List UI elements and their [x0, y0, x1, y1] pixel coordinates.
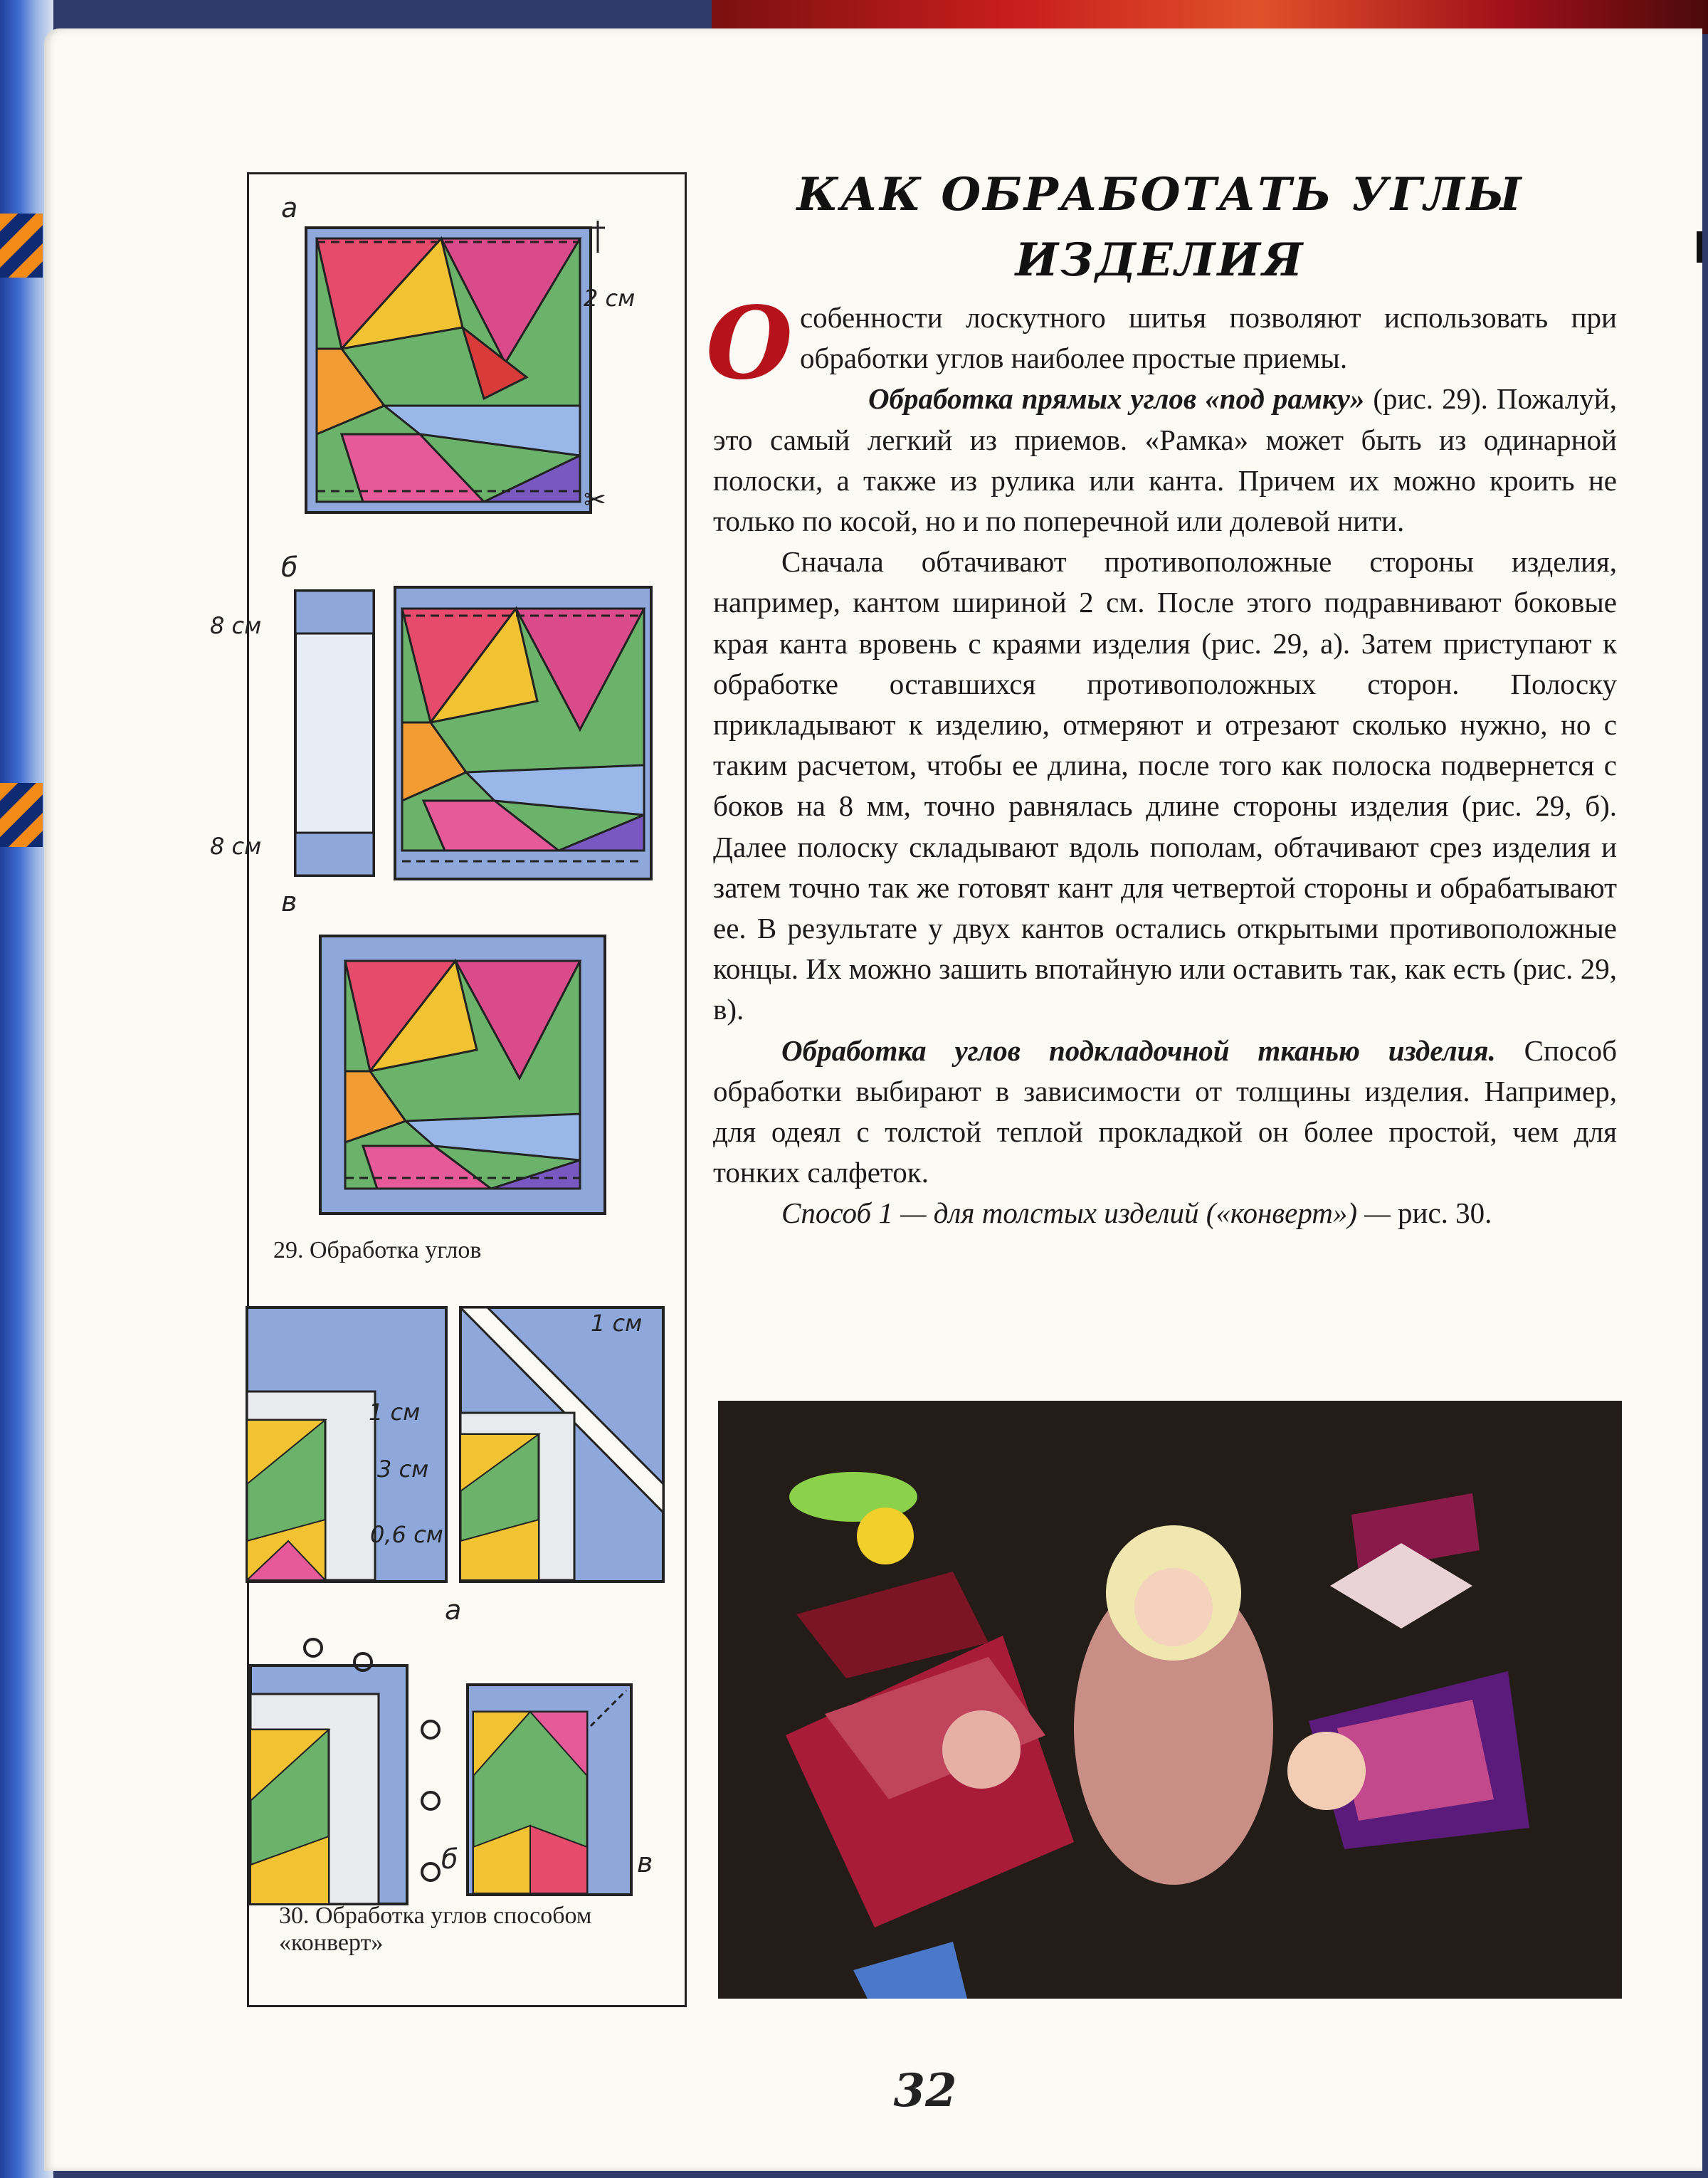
- dimension-2cm: 2 см: [584, 285, 636, 312]
- paragraph-frame-corners: [713, 379, 1617, 542]
- figure-29a-label: а: [281, 192, 298, 223]
- figure-30b-pinned-corner: [249, 1637, 455, 1908]
- figure-30b-label: б: [441, 1843, 458, 1875]
- paragraph-lining-corners: [713, 1031, 1617, 1194]
- page-number: 32: [893, 2064, 957, 2118]
- paragraph-text: рис. 30.: [1390, 1196, 1492, 1230]
- article-body: [706, 285, 1618, 1234]
- page-edge-mark: [1697, 231, 1702, 263]
- binding-pattern-strip: [0, 214, 43, 278]
- dimension-8cm-top: 8 см: [210, 612, 262, 639]
- subheading-lining-corners: Обработка углов подкладочной тканью изделия.: [781, 1033, 1496, 1067]
- dimension-1cm-diagonal: 1 см: [591, 1310, 643, 1337]
- subheading-frame-corners: Обработка прямых углов «под рамку»: [868, 382, 1365, 416]
- figure-30v-finished-corner: [466, 1683, 633, 1897]
- figure-29v-label: в: [281, 886, 297, 917]
- figure-30-caption: [279, 1903, 591, 1957]
- figure-29-caption: 29. Обработка углов: [273, 1237, 482, 1263]
- figure-29b-label: б: [281, 552, 298, 583]
- figure-30-caption-line-1: 30. Обработка углов способом: [279, 1903, 592, 1929]
- figure-30v-label: в: [637, 1847, 653, 1878]
- figure-29b-quilt: [388, 580, 658, 886]
- scissors-icon: ✂: [584, 484, 606, 515]
- paragraph-text: Способ обработки выбирают в зависимости от толщины изделия. Например, для одеял с толстой теплой прокладкой он более простой, чем для тонких салфеток.: [713, 1033, 1617, 1189]
- figure-29b-binding-strip: [288, 584, 384, 883]
- photo-quilted-pillows-and-doll: [718, 1401, 1622, 1999]
- figure-30-caption-line-2: «конверт»: [279, 1930, 384, 1956]
- paragraph-method-1: [713, 1193, 1617, 1233]
- paragraph-text: (рис. 29). Пожалуй, это самый легкий из приемов. «Рамка» может быть из одинарной полоски, а также из рулика или канта. Причем их можно кроить не только по косой, но и по поперечной или долевой нити.: [713, 382, 1618, 538]
- dimension-06cm: 0,6 см: [370, 1521, 443, 1548]
- paragraph-text: Сначала обтачивают противоположные стороны изделия, например, кантом шириной 2 см. После этого подравнивают боковые края канта вровень с краями изделия (рис. 29, а). Затем приступают к обработке оставшихся противоположных сторон. Полоску прикладывают к изделию, отмеряют и отрезают сколько нужно, но с таким расчетом, чтобы ее длина, после того как полоска подвернется с боков на 8 мм, точно равнялась длине стороны изделия (рис. 29, б). Далее полоску складывают вдоль пополам, обтачивают срез изделия и затем точно так же готовят кант для четвертой стороны и обрабатывают ее. В результате у двух кантов остались открытыми противоположные концы. Их можно зашить впотайную или оставить так, как есть (рис. 29, в).: [713, 545, 1617, 1026]
- page-title: [719, 162, 1601, 293]
- figure-30a-label: а: [445, 1594, 462, 1626]
- dimension-1cm: 1 см: [369, 1399, 421, 1426]
- binding-pattern-strip: [0, 783, 43, 847]
- title-line-1: КАК ОБРАБОТАТЬ УГЛЫ: [796, 168, 1524, 221]
- title-line-2: ИЗДЕЛИЯ: [1015, 233, 1305, 287]
- figure-29a-quilt-edge-binding: [299, 221, 612, 520]
- method-1-label: Способ 1 — для толстых изделий («конверт») —: [781, 1196, 1391, 1230]
- paragraph-procedure: [713, 542, 1617, 1030]
- drop-cap: О: [706, 285, 793, 402]
- dimension-3cm: 3 см: [377, 1456, 429, 1483]
- figure-30-corner-envelope-step-2: [459, 1306, 665, 1584]
- intro-text: собенности лоскутного шитья позволяют использовать при обработки углов наиболее простые приемы.: [799, 301, 1617, 375]
- figure-29v-finished-quilt: [313, 929, 612, 1221]
- dimension-8cm-bottom: 8 см: [210, 833, 262, 860]
